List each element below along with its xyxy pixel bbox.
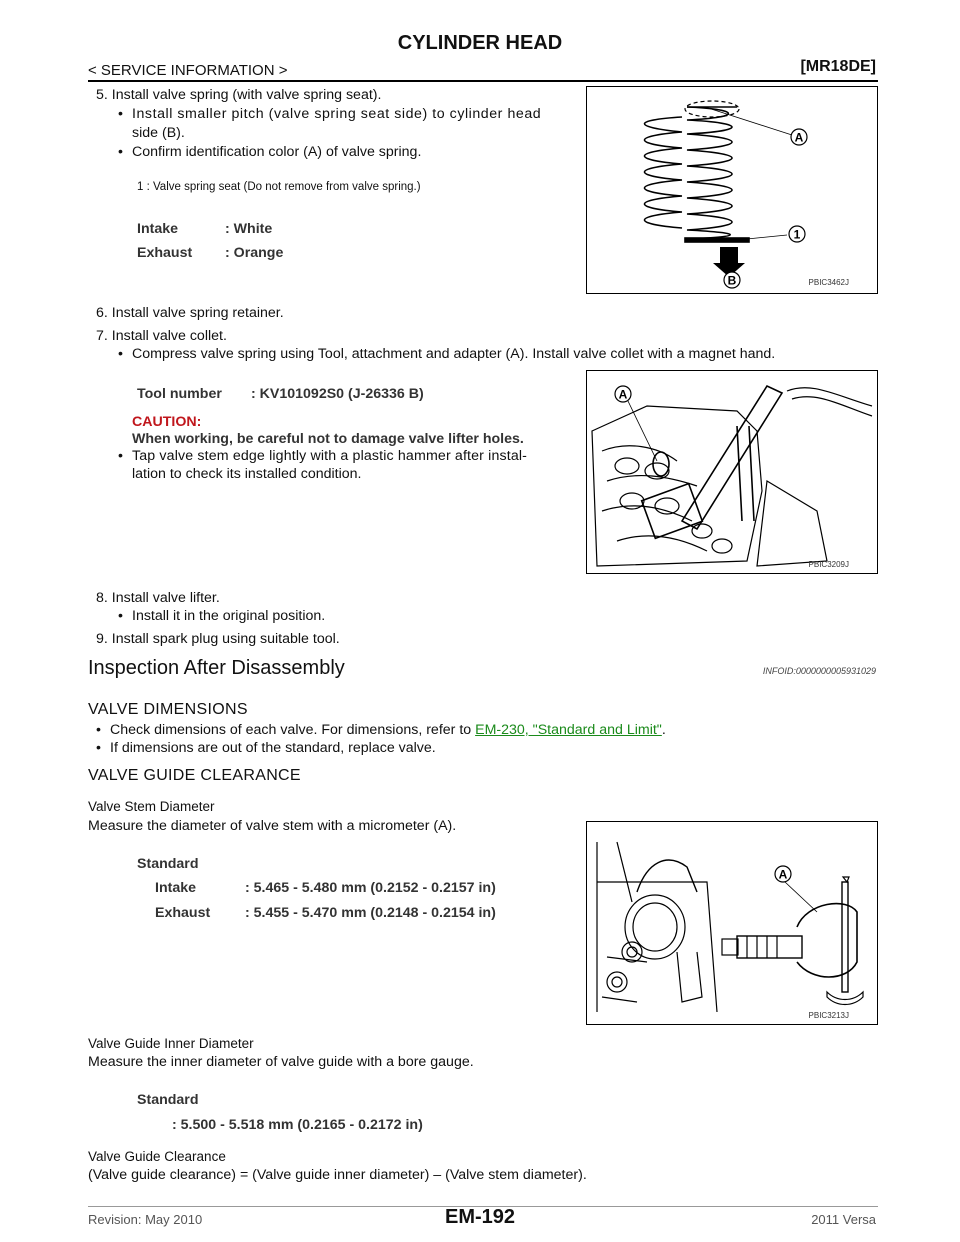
callout-a: A <box>778 867 788 882</box>
callout-a: A <box>618 387 628 402</box>
valve-spring-illustration <box>587 87 877 293</box>
step7-bullet2: • Tap valve stem edge lightly with a plastic hammer after instal- <box>118 448 528 464</box>
intake-color: : White <box>225 221 273 237</box>
figure-code: PBIC3213J <box>808 1011 849 1020</box>
step5-bullet1-cont: side (B). <box>132 125 185 141</box>
header-rule <box>88 80 878 82</box>
standard2-label: Standard <box>137 1092 199 1108</box>
step7-text: 7. Install valve collet. <box>96 328 227 344</box>
step8-text: 8. Install valve lifter. <box>96 590 220 606</box>
guide-inner-value: : 5.500 - 5.518 mm (0.2165 - 0.2172 in) <box>172 1117 423 1133</box>
standard-label: Standard <box>137 856 199 872</box>
step5-bullet2: • Confirm identification color (A) of valve spring. <box>118 144 422 160</box>
exhaust-color: : Orange <box>225 245 284 261</box>
guide-clearance-formula: (Valve guide clearance) = (Valve guide inner diameter) – (Valve stem diameter). <box>88 1167 587 1183</box>
standard-and-limit-link[interactable]: EM-230, "Standard and Limit" <box>475 722 662 738</box>
valve-stem-subheading: Valve Stem Diameter <box>88 799 215 814</box>
step7-bullet1: • Compress valve spring using Tool, attachment and adapter (A). Install valve collet with a magnet hand. <box>118 346 776 362</box>
valve-spring-figure <box>586 86 878 294</box>
figure-code: PBIC3209J <box>808 560 849 569</box>
tool-number-value: : KV101092S0 (J-26336 B) <box>251 386 424 402</box>
caution-text: When working, be careful not to damage valve lifter holes. <box>132 431 524 447</box>
spring-seat-note: 1 : Valve spring seat (Do not remove from valve spring.) <box>137 181 421 193</box>
callout-b: B <box>727 273 737 288</box>
guide-clearance-subheading: Valve Guide Clearance <box>88 1149 226 1164</box>
callout-a: A <box>794 130 804 145</box>
guide-inner-text: Measure the inner diameter of valve guide with a bore gauge. <box>88 1054 474 1070</box>
intake-label: Intake <box>137 221 179 237</box>
valve-dimensions-heading: VALVE DIMENSIONS <box>88 701 248 718</box>
step5-bullet1: • Install smaller pitch (valve spring seat side) to cylinder head <box>118 106 542 122</box>
revision-date: Revision: May 2010 <box>88 1212 203 1227</box>
figure-code: PBIC3462J <box>808 278 849 287</box>
page-title: CYLINDER HEAD <box>397 32 563 54</box>
tool-number-label: Tool number <box>137 386 222 402</box>
exhaust-stem-value: : 5.455 - 5.470 mm (0.2148 - 0.2154 in) <box>245 905 496 921</box>
exhaust-label: Exhaust <box>137 245 193 261</box>
section-label: < SERVICE INFORMATION > <box>88 62 288 79</box>
step5-text: 5. Install valve spring (with valve spring seat). <box>96 87 382 103</box>
intake-label: Intake <box>155 880 197 896</box>
step9-text: 9. Install spark plug using suitable tool. <box>96 631 340 647</box>
model-code: [MR18DE] <box>800 58 876 75</box>
page-number: EM-192 <box>444 1206 516 1228</box>
micrometer-illustration <box>587 822 877 1024</box>
step7-bullet2-cont: lation to check its installed condition. <box>132 466 362 482</box>
valve-spring-compressor-figure <box>586 370 878 574</box>
info-id: INFOID:0000000005931029 <box>762 666 876 676</box>
callout-1: 1 <box>793 227 801 242</box>
valve-guide-heading: VALVE GUIDE CLEARANCE <box>88 767 301 784</box>
caution-title: CAUTION: <box>132 414 202 430</box>
valve-dimensions-bullet1: • Check dimensions of each valve. For dimensions, refer to EM-230, "Standard and Limit". <box>96 722 666 738</box>
section-heading: Inspection After Disassembly <box>88 657 345 679</box>
step6-text: 6. Install valve spring retainer. <box>96 305 284 321</box>
guide-inner-subheading: Valve Guide Inner Diameter <box>88 1036 254 1051</box>
valve-dimensions-bullet2: • If dimensions are out of the standard, replace valve. <box>96 740 436 756</box>
step8-bullet1: • Install it in the original position. <box>118 608 326 624</box>
edition: 2011 Versa <box>811 1212 876 1227</box>
intake-stem-value: : 5.465 - 5.480 mm (0.2152 - 0.2157 in) <box>245 880 496 896</box>
valve-stem-text: Measure the diameter of valve stem with a micrometer (A). <box>88 818 457 834</box>
exhaust-label: Exhaust <box>155 905 211 921</box>
micrometer-figure <box>586 821 878 1025</box>
compressor-illustration <box>587 371 877 573</box>
